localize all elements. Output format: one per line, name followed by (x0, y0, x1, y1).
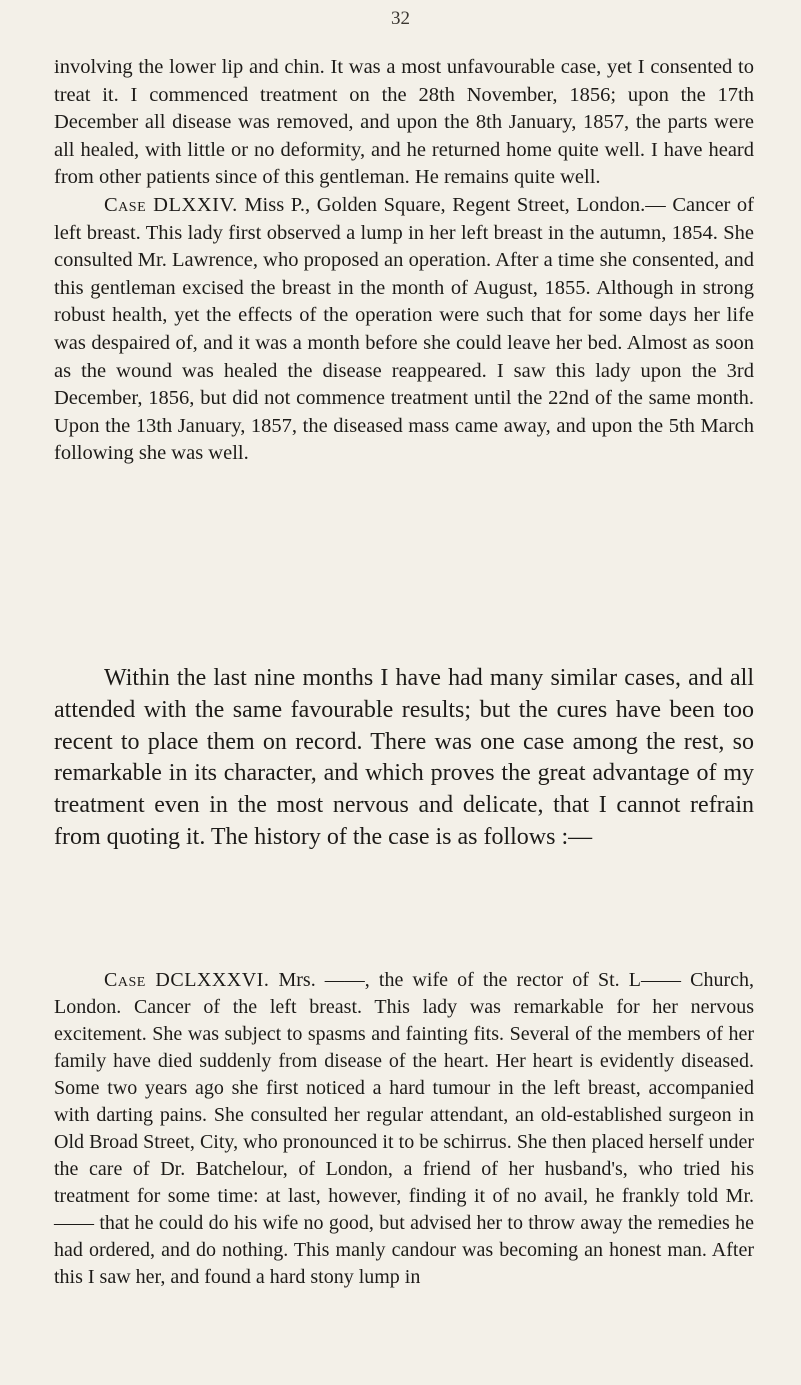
paragraph-case-dlxxiv (54, 192, 754, 468)
lower-text-block (54, 967, 754, 1291)
paragraph-case-dclxxxvi (54, 967, 754, 1291)
case-heading: Case DCLXXXVI. (104, 969, 270, 991)
large-text-block (54, 663, 754, 854)
paragraph-continuation: involving the lower lip and chin. It was a most unfavourable case, yet I consented to treat it. I commenced treatment on the 28th November, 1856; upon the 17th December all disease was removed, and upon the 8th January, 1857, the parts were all healed, with little or no deformity, and he returned home quite well. I have heard from other patients since of this gentleman. He remains quite well. (54, 56, 754, 189)
case-heading: Case DLXXIV. (104, 193, 238, 216)
page-number: 32 (391, 8, 410, 29)
case-body: Mrs. ——, the wife of the rector of St. L—— Church, London. Cancer of the left breast. This lady was remarkable for her nervous excitement. She was subject to spasms and fainting fits. Several of the members of her family have died suddenly from disease of the heart. Her heart is evidently diseased. Some two years ago she first noticed a hard tumour in the left breast, accompanied with darting pains. She consulted her regular attendant, an old-established surgeon in Old Broad Street, City, who pronounced it to be schirrus. She then placed herself under the care of Dr. Batchelour, of London, a friend of her husband's, who tried his treatment for some time: at last, however, finding it of no avail, he frankly told Mr. —— that he could do his wife no good, but advised her to throw away the remedies he had ordered, and do nothing. This manly candour was becoming an honest man. After this I saw her, and found a hard stony lump in (54, 969, 754, 1288)
case-body: Miss P., Golden Square, Regent Street, London.— Cancer of left breast. This lady first observed a lump in her left breast in the autumn, 1854. She consulted Mr. Lawrence, who proposed an operation. After a time she consented, and this gentleman excised the breast in the month of August, 1855. Although in strong robust health, yet the effects of the operation were such that for some days her life was despaired of, and it was a month before she could leave her bed. Almost as soon as the wound was healed the disease reappeared. I saw this lady upon the 3rd December, 1856, but did not commence treatment until the 22nd of the same month. Upon the 13th January, 1857, the diseased mass came away, and upon the 5th March following she was well. (54, 193, 755, 465)
upper-text-block (54, 54, 754, 468)
paragraph-similar-cases: Within the last nine months I have had many similar cases, and all attended with the same favourable results; but the cures have been too recent to place them on record. There was one case among the rest, so remarkable in its character, and which proves the great advantage of my treatment even in the most nervous and delicate, that I cannot refrain from quoting it. The history of the case is as follows :— (54, 665, 754, 850)
